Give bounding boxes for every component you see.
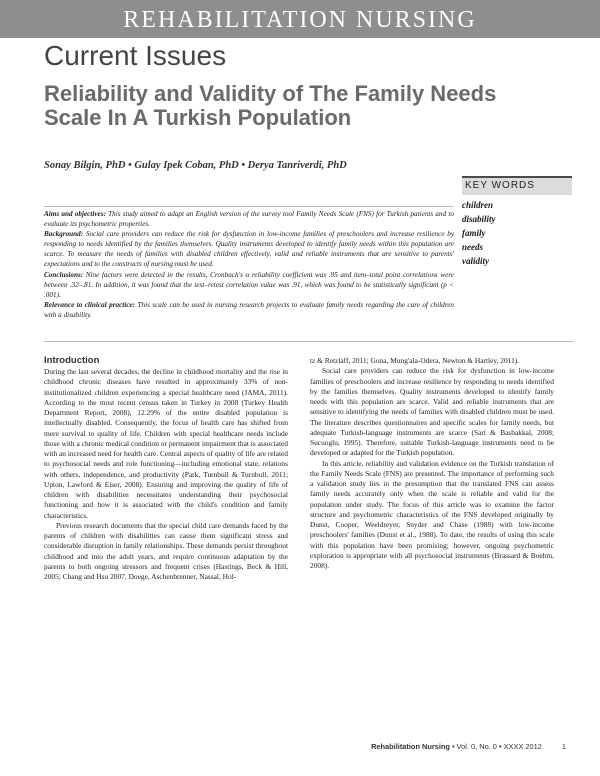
footer-journal: Rehabilitation Nursing	[371, 742, 450, 751]
keyword: children	[462, 200, 494, 210]
abstract-text: This study aimed to adapt an English version of the survey tool Family Needs Scale (FNS) for Turkish patients and to evaluate its psychometric properties.	[44, 210, 454, 229]
abstract-label: Aims and objectives:	[44, 210, 106, 218]
body-paragraph: Social care providers can reduce the risk for dysfunction in low-income families of preschoolers and increase resilience by responding to needs identified by the families themselves. Quality instruments developed to identify family needs with this population are scarce. Valid and reliable instruments that are sensitive to identifying the needs of families with disabled children must be used. The literature describes questionnaires and specific scales for family needs, but adequate Turkish-language instruments are scarce (Sari & Basbakkal, 2008; Sucuoglu, 1995). Therefore, suitable Turkish-language instruments need to be developed or adapted for the Turkish population.	[310, 366, 554, 458]
body-column-right	[310, 356, 554, 571]
abstract	[44, 209, 454, 320]
journal-name: REHABILITATION NURSING	[123, 7, 477, 33]
abstract-text: Social care providers can reduce the risk for dysfunction in low-income families of preschoolers and increase resilience by responding to needs identified by the families themselves. Quality instruments developed to identify family needs within this population are scarce. To measure the needs of families with disabled children effectively, valid and reliable instruments that are sensitive to parents' expectations and to the constructs of nursing must be used.	[44, 230, 455, 269]
abstract-background	[44, 229, 454, 269]
introduction-heading: Introduction	[44, 355, 100, 366]
keyword: disability	[462, 214, 496, 224]
keyword: needs	[462, 242, 483, 252]
body-paragraph: tz & Retzlaff, 2011; Gona, Mung'ala-Odera, Newton & Hartley, 2011).	[310, 356, 520, 365]
abstract-text: Nine factors were detected in the results, Cronbach's α reliability coefficient was .95 and item–total point correlations were between .32–.81. In addition, it was found that the test–retest correlation value was .91, which was found to be statistically significant (p < .001).	[44, 270, 455, 299]
footer-issue: • Vol. 0, No. 0 • XXXX 2012	[452, 742, 542, 751]
body-column-left	[44, 355, 288, 582]
abstract-label: Conclusions:	[44, 270, 84, 279]
abstract-objectives	[44, 209, 454, 229]
abstract-top-rule	[44, 206, 454, 207]
body-paragraph: Previous research documents that the special child care demands faced by the parents of children with disabilities can cause them significant stress and considerable disruption in family relationships. These demands persist throughout childhood and into the adult years, and require continuous adaptation by the parents to both ongoing stressors and frequent crises (Hastings, Beck & Hill, 2005; Chang and Hsu 2007, Doege, Aschenbrenner, Nassal, Hol-	[44, 520, 288, 581]
keywords-heading: KEY WORDS	[462, 176, 572, 195]
section-heading: Current Issues	[44, 40, 227, 71]
keyword: family	[462, 228, 486, 238]
abstract-label: Relevance to clinical practice:	[44, 300, 136, 309]
abstract-relevance	[44, 300, 454, 320]
keywords-list	[462, 198, 572, 268]
abstract-label: Background:	[44, 230, 84, 239]
abstract-text: This scale can be used in nursing research projects to evaluate family needs regarding the care of children with a disability.	[44, 300, 455, 319]
abstract-bottom-rule	[44, 341, 574, 342]
author-list: Sonay Bilgin, PhD • Gulay Ipek Coban, PhD • Derya Tanriverdi, PhD	[44, 160, 347, 171]
journal-banner	[0, 0, 600, 38]
page-footer	[371, 742, 566, 751]
page-number: 1	[561, 742, 566, 751]
article-title: Reliability and Validity of The Family Needs Scale In A Turkish Population	[44, 81, 497, 130]
abstract-conclusions	[44, 270, 454, 300]
body-paragraph: During the last several decades, the decline in childhood mortality and the rise in childhood chronic diseases have resulted in approximately 33% of non-institutionalized children experiencing a special healthcare need (JAMA, 2011). According to the most recent census taken in Turkey in 2008 (Turkey Health Department Report, 2008), 12.29% of the entire disabled population is intellectually disabled. Consequently, the focus of health care has shifted from mere survival to quality of life. Children with special healthcare needs include those with a chronic medical condition or permanent impairment that is associated with an increased need for health care. Central aspects of quality of life are related to psychosocial needs and role functioning—including emotional state, relations with others, independence, and productivity (Park, Turnbull & Turnbull, 2011; Upton, Lawford & Eiser, 2008). Ensuring and improving the quality of life of children with disabilities necessitates understanding their psychosocial functioning and how it is associated with the child's condition and family characteristics.	[44, 367, 288, 520]
body-paragraph: In this article, reliability and validation evidence on the Turkish translation of the Family Needs Scale (FNS) are presented. The importance of performing such a validation study lies in the presumption that the translated FNS can assess family needs accurately only when the scale is reliable and valid for the population under study. The focus of this article was to examine the factor structure and psychometric characteristics of the FNS developed originally by Dunst, Cooper, Weeldreyer, Snyder and Chase (1988) with low-income preschoolers' families (Dunst et al., 1988). To date, the results of using this scale with this population have been promising; however, ongoing psychometric exploration is appropriate with all psychosocial instruments (Brassard & Boehm, 2008).	[310, 458, 554, 570]
keywords-box	[462, 176, 572, 268]
keyword: validity	[462, 256, 489, 266]
